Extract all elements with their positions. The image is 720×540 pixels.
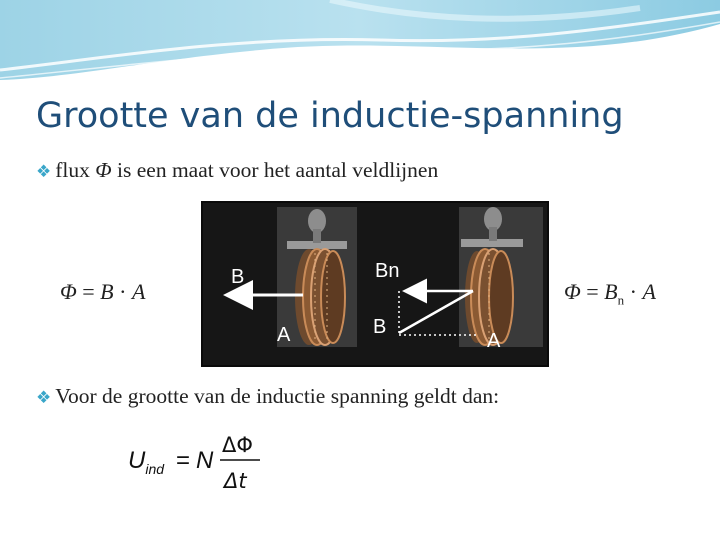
formula-denominator: Δt <box>224 469 247 493</box>
bullet-marker-icon: ❖ <box>36 388 52 407</box>
formula-dot: · <box>113 279 132 304</box>
induction-formula <box>126 428 276 498</box>
label-left-a: A <box>277 324 291 346</box>
formula-u-sub: ind <box>145 461 165 477</box>
label-left-b: B <box>231 266 245 288</box>
formula-sub-n: n <box>617 292 625 308</box>
label-right-a: A <box>487 330 501 352</box>
svg-text:Uind <box>128 447 165 477</box>
formula-a: A <box>131 279 146 304</box>
bullet-prefix: flux <box>55 158 96 182</box>
formula-n: N <box>196 447 214 474</box>
label-bn: Bn <box>375 260 400 282</box>
bullet-text: Voor de grootte van de inductie spanning geldt dan: <box>55 384 500 408</box>
label-right-b: B <box>373 316 387 338</box>
formula-equals: = <box>76 279 101 304</box>
formula-phi: Φ <box>60 279 77 304</box>
slide-title: Grootte van de inductie-spanning <box>36 96 624 136</box>
formula-dot-right: · <box>624 279 643 304</box>
decorative-banner <box>0 0 720 90</box>
formula-phi-right: Φ <box>564 279 581 304</box>
formula-flux-bna <box>564 279 656 308</box>
formula-ind-equals: = <box>176 447 191 474</box>
phi-symbol: Φ <box>95 158 112 182</box>
formula-b-right: B <box>604 279 618 304</box>
coil-figure <box>201 201 549 367</box>
formula-a-right: A <box>642 279 656 304</box>
formula-equals-right: = <box>580 279 605 304</box>
formula-u: U <box>128 447 146 474</box>
formula-flux-ba <box>60 279 145 305</box>
bullet-flux <box>36 158 438 183</box>
right-coil <box>459 207 543 347</box>
formula-numerator: ΔΦ <box>222 433 253 457</box>
bullet-marker-icon: ❖ <box>36 162 52 181</box>
coil-illustration <box>203 203 547 365</box>
bullet-induction <box>36 384 499 409</box>
formula-b: B <box>100 279 114 304</box>
bullet-text: is een maat voor het aantal veldlijnen <box>111 158 439 182</box>
